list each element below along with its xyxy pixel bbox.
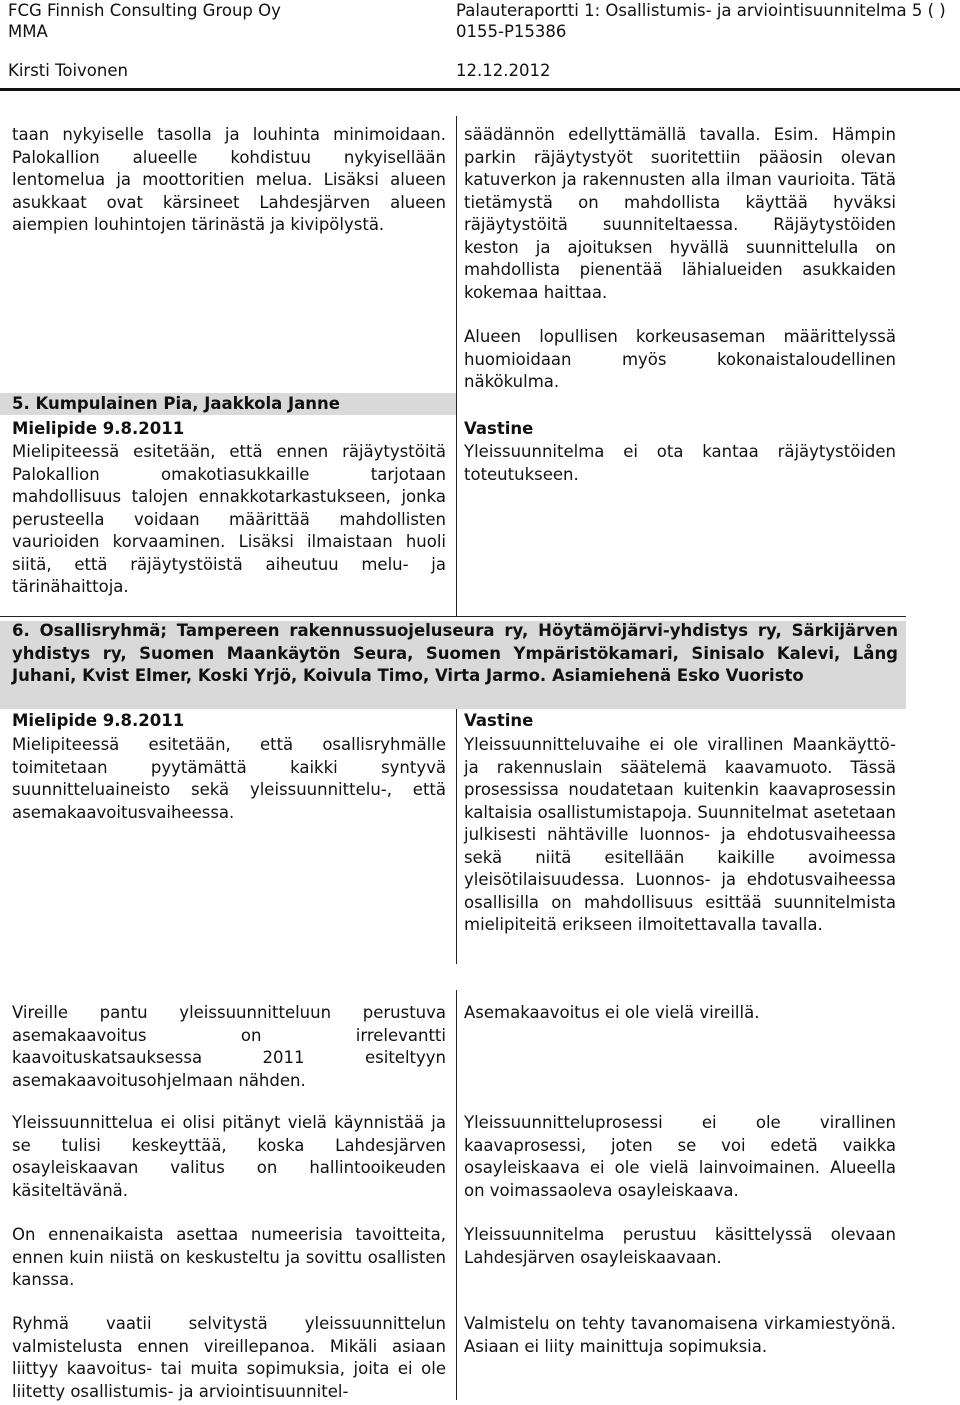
pair-right-1: Asemakaavoitus ei ole vielä vireillä. (464, 1003, 760, 1022)
s5-heading: 5. Kumpulainen Pia, Jaakkola Janne (12, 394, 340, 413)
top-right-text-1: säädännön edellyttämällä tavalla. Esim. Hämpin parkin räjäytystyöt suoritettiin pääosin olevan katuverkon ja rakennusten alla ilman vaurioita. Tätä tietämystä on mahdollista käyttää hyväksi räjäytystöitä suunniteltaessa. Räjäytystöiden keston ja ajoituksen hyvällä suunnittelulla on mahdollista pienentää lähialueiden asukkaiden kokemaa haittaa. (464, 125, 896, 302)
report-date: 12.12.2012 (456, 61, 551, 80)
header-rule (0, 88, 960, 91)
top-right-text-2: Alueen lopullisen korkeusaseman määrittelyssä huomioidaan myös kokonaistaloudellinen näkökulma. (464, 327, 896, 391)
s6-heading: 6. Osallisryhmä; Tampereen rakennussuojeluseura ry, Höytämöjärvi-yhdistys ry, Särkijärven yhdistys ry, Suomen Maankäytön Seura, Suomen Ympäristökamari, Sinisalo Kalevi, Lång Juhani, Kvist Elmer, Koski Yrjö, Koivula Timo, Virta Jarmo. Asiamiehenä Esko Vuoristo (12, 621, 898, 685)
author-name: Kirsti Toivonen (8, 61, 128, 80)
s6-opinion-label: Mielipide 9.8.2011 (12, 711, 185, 730)
report-title: Palauteraportti 1: Osallistumis- ja arviointisuunnitelma 5 ( ) 0155-P15386 (456, 1, 946, 41)
pair-left-3: On ennenaikaista asettaa numeerisia tavoitteita, ennen kuin niistä on keskusteltu ja sovittu osallisten kanssa. (12, 1225, 446, 1289)
page-header (0, 0, 960, 92)
pair-right-3: Yleissuunnitelma perustuu käsittelyssä olevaan Lahdesjärven osayleiskaavaan. (464, 1225, 896, 1267)
top-left-text: taan nykyiselle tasolla ja louhinta minimoidaan. Palokallion alueelle kohdistuu nykyisellään lentomelua ja moottoritien melua. Lisäksi alueen asukkaat ovat kärsineet Lahdesjärven alueen aiempien louhintojen tärinästä ja kivipölystä. (12, 125, 446, 234)
s6-opinion-text: Mielipiteessä esitetään, että osallisryhmälle toimitetaan pyytämättä kaikki syntyvä suunnitteluaineisto sekä yleissuunnittelu-, että asemakaavoitusvaiheessa. (12, 735, 446, 822)
s6-response-text: Yleissuunnitteluvaihe ei ole virallinen Maankäyttö- ja rakennuslain säätelemä kaavamuoto. Tässä prosessissa noudatetaan kuitenkin kaavaprosessin kaltaisia osallistumistapoja. Suunnitelmat asetetaan julkisesti nähtäville luonnos- ja ehdotusvaiheessa sekä niitä esitellään kaikille avoimessa yleisötilaisuudessa. Luonnos- ja ehdotusvaiheessa osallisilla on mahdollisuus esittää suunnitelmista mielipiteitä erikseen ilmoitettavalla tavalla. (464, 735, 896, 934)
column-divider-top (456, 116, 457, 616)
s5-response-label: Vastine (464, 419, 534, 438)
pair-left-1: Vireille pantu yleissuunnitteluun perustuva asemakaavoitus on irrelevantti kaavoituskatsauksessa 2011 esiteltyyn asemakaavoitusohjelmaan nähden. (12, 1003, 446, 1090)
pair-right-4: Valmistelu on tehty tavanomaisena virkamiestyönä. Asiaan ei liity mainittuja sopimuksia. (464, 1314, 896, 1356)
pair-left-2: Yleissuunnittelua ei olisi pitänyt vielä käynnistää ja se tulisi keskeyttää, koska Lahdesjärven osayleiskaavan valitus on hallintooikeuden käsiteltävänä. (12, 1113, 446, 1200)
pair-left-4: Ryhmä vaatii selvitystä yleissuunnittelun valmistelusta ennen vireillepanoa. Mikäli asiaan liittyy kaavoitus- tai muita sopimuksia, joita ei ole liitetty osallistumis- ja arviointisuunnitel- (12, 1314, 446, 1401)
s6-response-label: Vastine (464, 711, 534, 730)
column-divider-bottom (456, 990, 457, 1400)
s5-response-text: Yleissuunnitelma ei ota kantaa räjäytystöiden toteutukseen. (464, 442, 896, 484)
pair-right-2: Yleissuunnitteluprosessi ei ole virallinen kaavaprosessi, joten se voi edetä vaikka osayleiskaava ei ole vielä lainvoimainen. Alueella on voimassaoleva osayleiskaava. (464, 1113, 896, 1200)
s5-opinion-text: Mielipiteessä esitetään, että ennen räjäytystöitä Palokallion omakotiasukkaille tarjotaan mahdollisuus talojen ennakkotarkastukseen, jonka perusteella voidaan määrittää mahdollisten vaurioiden korvaaminen. Lisäksi ilmaistaan huoli siitä, että räjäytystöistä aiheutuu melu- ja tärinähaittoja. (12, 442, 446, 596)
s5-opinion-label: Mielipide 9.8.2011 (12, 419, 185, 438)
row-divider-s6 (0, 616, 906, 617)
company-name: FCG Finnish Consulting Group Oy MMA (8, 1, 281, 41)
column-divider-s6 (456, 709, 457, 964)
